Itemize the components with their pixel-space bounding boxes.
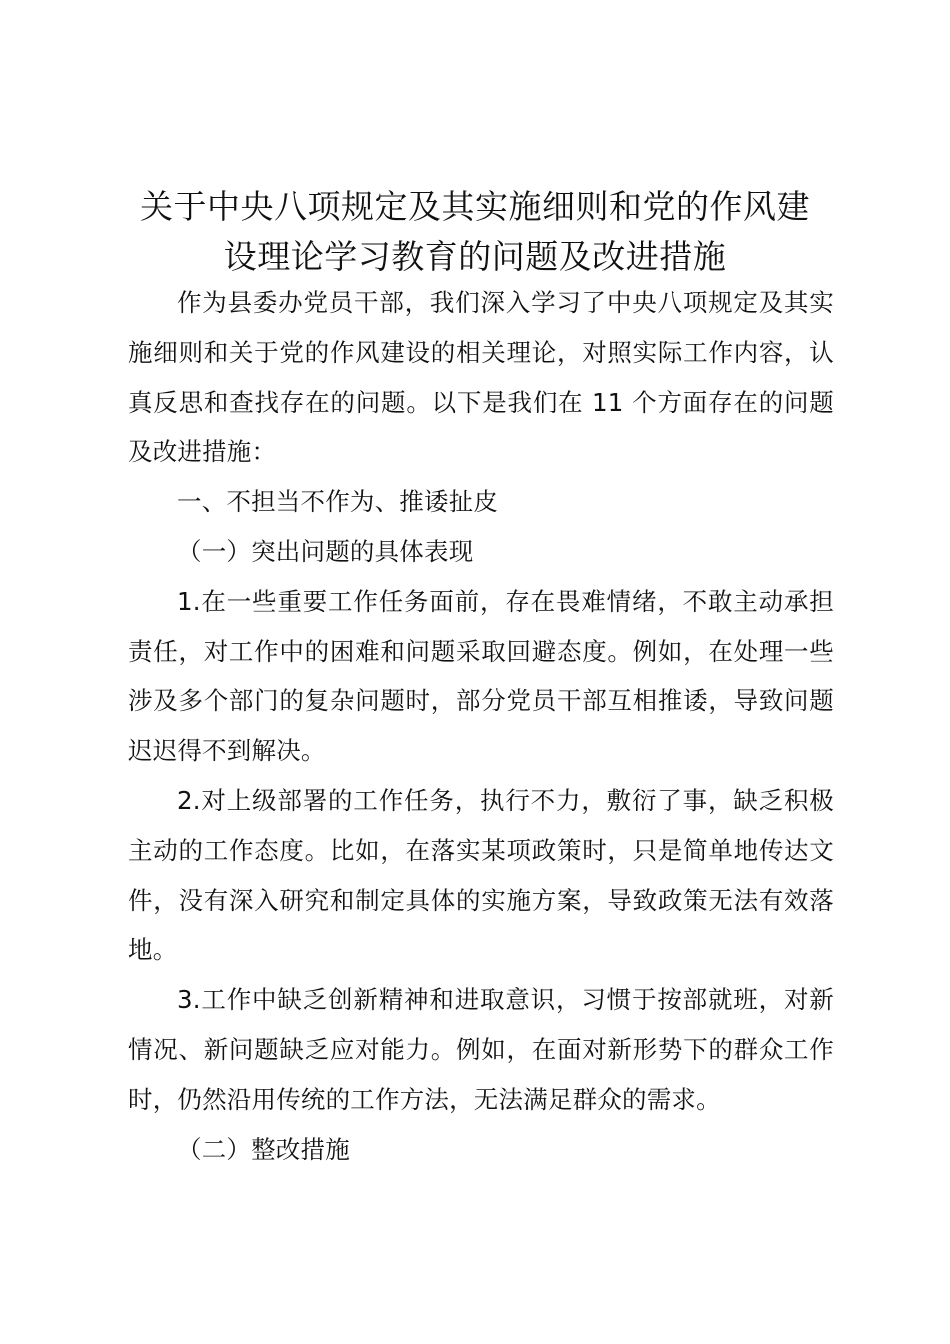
problem-item-3: 3.工作中缺乏创新精神和进取意识，习惯于按部就班，对新情况、新问题缺乏应对能力。例如，在面对新形势下的群众工作时，仍然沿用传统的工作方法，无法满足群众的需求。 [128,985,834,1114]
problem-item-1: 1.在一些重要工作任务面前，存在畏难情绪，不敢主动承担责任，对工作中的困难和问题采取回避态度。例如，在处理一些涉及多个部门的复杂问题时，部分党员干部互相推诿，导致问题迟迟得不到解决。 [128,586,834,766]
intro-paragraph: 作为县委办党员干部，我们深入学习了中央八项规定及其实施细则和关于党的作风建设的相关理论，对照实际工作内容，认真反思和查找存在的问题。以下是我们在 11 个方面存在的问题及改进措施： [128,288,834,467]
section-heading: 一、不担当不作为、推诿扯皮 [177,487,499,517]
problem-item-2: 2.对上级部署的工作任务，执行不力，敷衍了事，缺乏积极主动的工作态度。比如，在落实某项政策时，只是简单地传达文件，没有深入研究和制定具体的实施方案，导致政策无法有效落地。 [128,785,834,965]
document-title-line-1: 关于中央八项规定及其实施细则和党的作风建 [140,187,810,226]
document-title-line-2: 设理论学习教育的问题及改进措施 [223,237,727,276]
subsection-heading: （一）突出问题的具体表现 [177,536,474,566]
document-body [128,278,834,1174]
subsection-heading: （二）整改措施 [177,1134,350,1164]
